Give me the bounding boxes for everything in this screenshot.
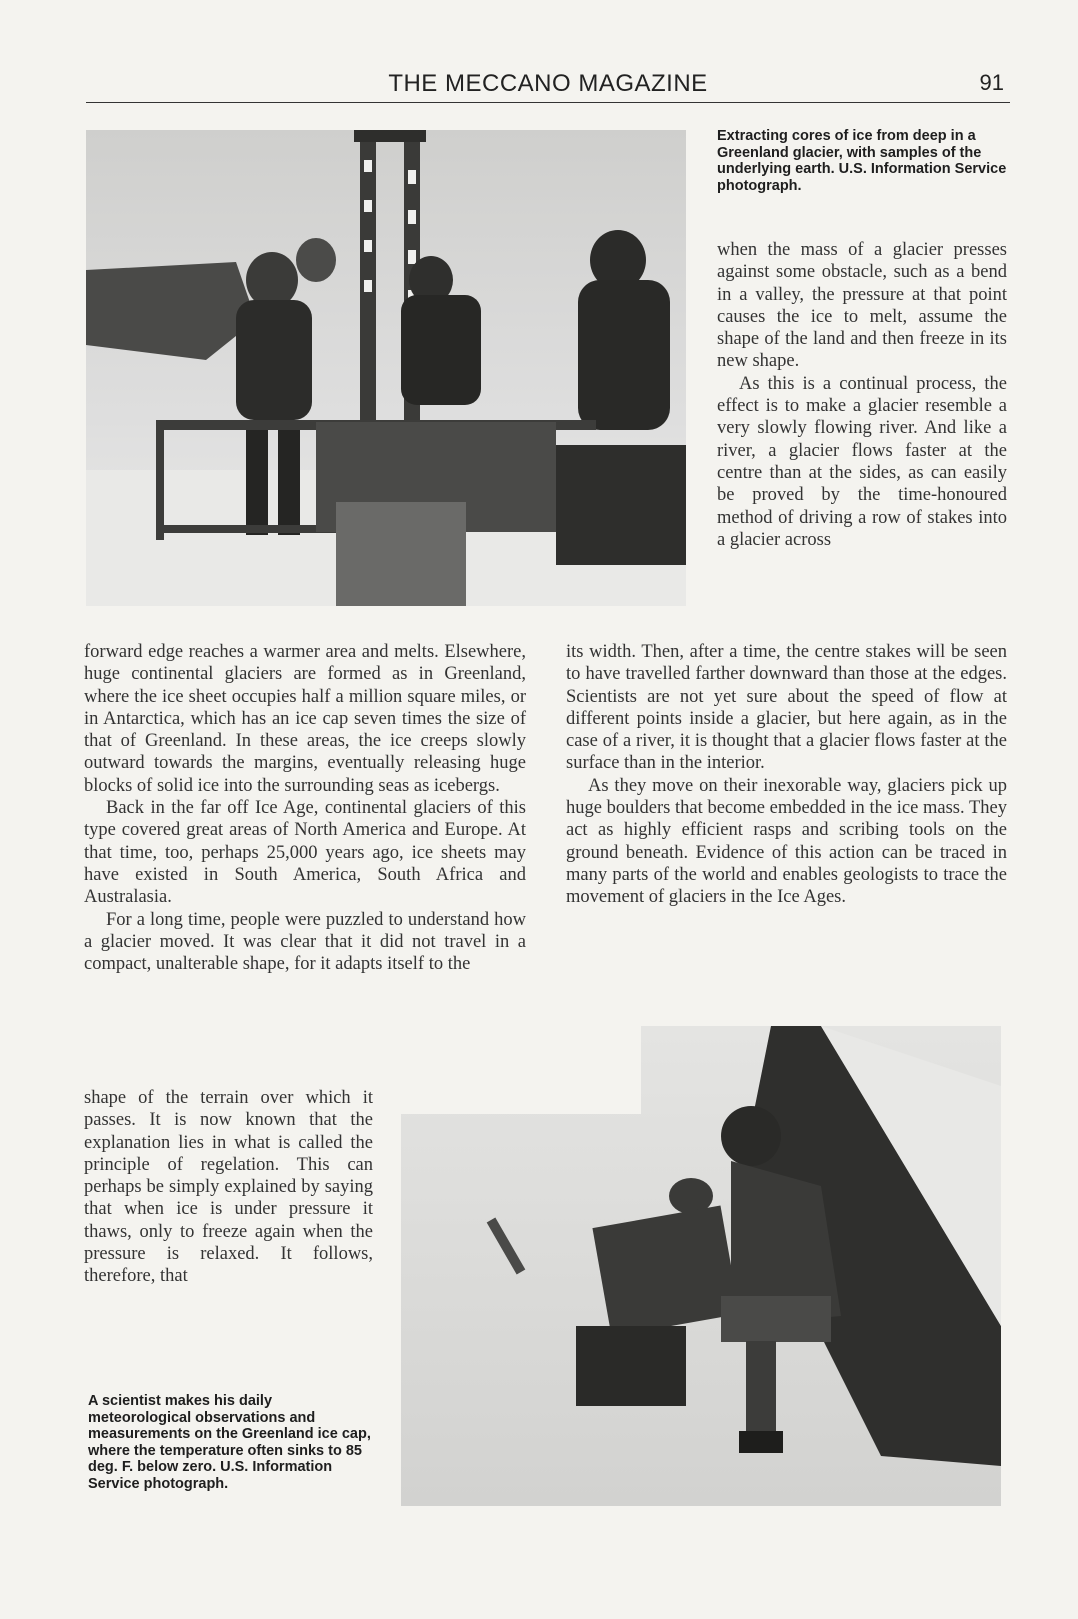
body-paragraph: when the mass of a glacier presses against some obstacle, such as a bend in a valley, the pressure at that point causes the ice to melt, assume the shape of the land and then freeze in its new shape. <box>717 240 1007 372</box>
photo-ice-core-drilling-illustration <box>86 130 686 606</box>
body-paragraph: shape of the terrain over which it passes. It is now known that the explanation lies in what is called the principle of regelation. This can perhaps be simply explained by saying that when ice is under pressure it thaws, only to freeze again when the pressure is relaxed. It follows, therefore, that <box>84 1088 373 1287</box>
body-paragraph: As this is a continual process, the effect is to make a glacier resemble a very slowly flowing river. And like a river, a glacier flows faster at the centre than at the sides, as can easily be proved by the time-honoured method of driving a row of stakes into a glacier across <box>717 373 1007 550</box>
body-paragraph: As they move on their inexorable way, glaciers pick up huge boulders that become embedded in the ice mass. They act as highly efficient rasps and scribing tools on the ground beneath. Evidence of this action can be traced in many parts of the world and enables geologists to trace the movement of glaciers in the Ice Ages. <box>566 775 1007 908</box>
body-paragraph: For a long time, people were puzzled to understand how a glacier moved. It was clear that it did not travel in a compact, unalterable shape, for it adapts itself to the <box>84 909 526 975</box>
body-paragraph: its width. Then, after a time, the centre stakes will be seen to have travelled farther downward than those at the edges. Scientists are not yet sure about the speed of flow at different points inside a glacier, but here again, as in the case of a river, it is thought that a glacier flows faster at the surface than in the interior. <box>566 642 1007 774</box>
photo-caption-ice-core: Extracting cores of ice from deep in a Greenland glacier, with samples of the underlying earth. U.S. Information Service photograph. <box>717 128 1007 194</box>
body-paragraph: Back in the far off Ice Age, continental glaciers of this type covered great areas of North America and Europe. At that time, too, perhaps 25,000 years ago, ice sheets may have existed in South America, South Africa and Australasia. <box>84 798 526 908</box>
page-number: 91 <box>979 70 1004 95</box>
photo-scientist-at-tent <box>401 1026 1001 1506</box>
photo-ice-core-drilling <box>86 130 686 606</box>
magazine-title: THE MECCANO MAGAZINE <box>388 70 708 97</box>
body-paragraph: forward edge reaches a warmer area and melts. Elsewhere, huge continental glaciers are formed as in Greenland, where the ice sheet occupies half a million square miles, or in Antarctica, which has an ice cap seven times the size of that of Greenland. In these areas, the ice creeps slowly outward towards the margins, eventually releasing huge blocks of solid ice into the surrounding seas as icebergs. <box>84 642 526 796</box>
photo-scientist-at-tent-illustration <box>401 1026 1001 1506</box>
photo-caption-scientist: A scientist makes his daily meteorological observations and measurements on the Greenland ice cap, where the temperature often sinks to 85 deg. F. below zero. U.S. Information Service photograph. <box>88 1393 371 1492</box>
running-head <box>86 66 1010 103</box>
